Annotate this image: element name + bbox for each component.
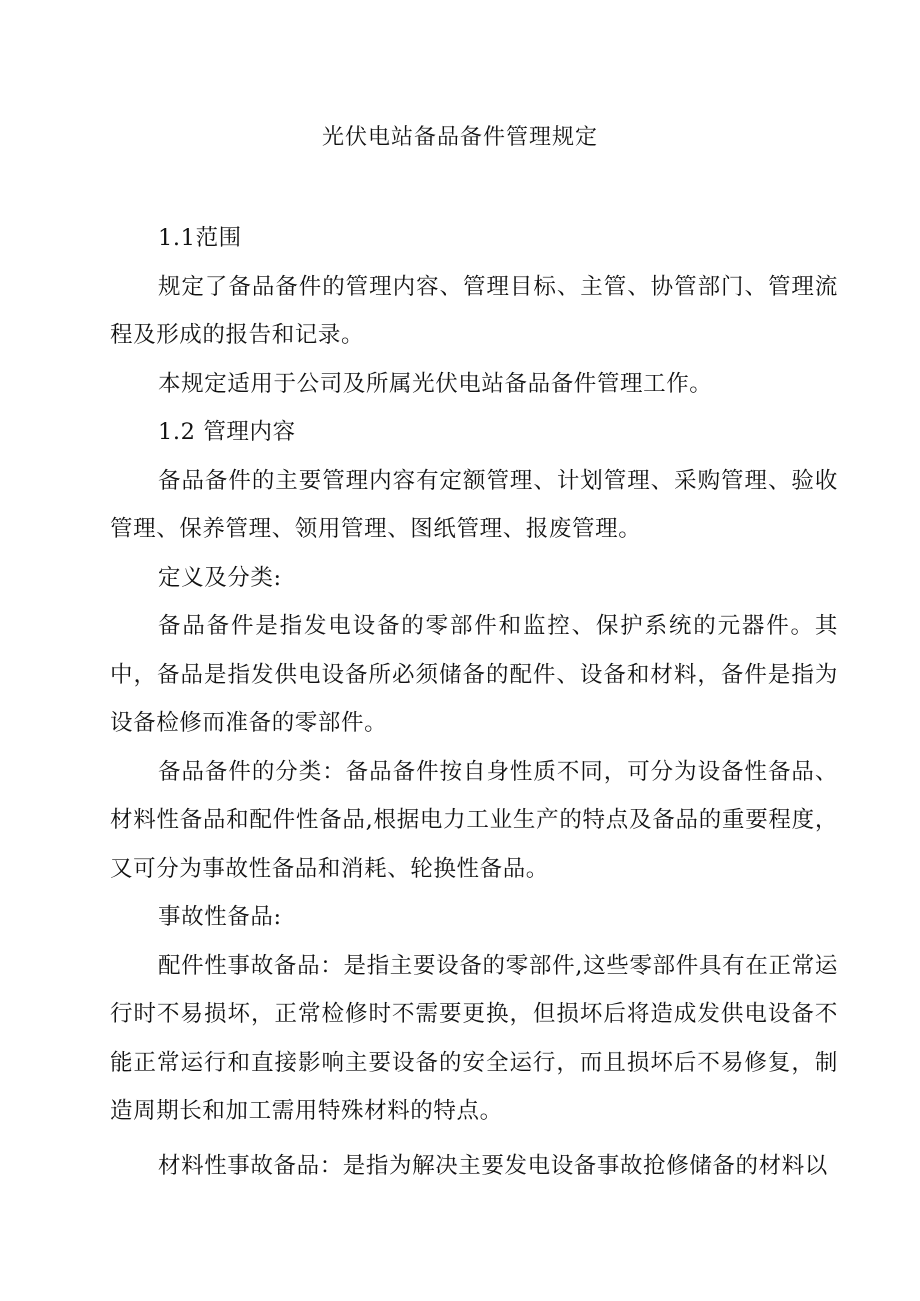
paragraph-material-accident-spares: 材料性事故备品：是指为解决主要发电设备事故抢修储备的材料以: [158, 1152, 828, 1179]
section-heading-scope: 1.1范围: [158, 225, 242, 251]
paragraph-management-items: 备品备件的主要管理内容有定额管理、计划管理、采购管理、验收管理、保养管理、领用管理、图纸管理、报废管理。: [110, 467, 838, 542]
paragraph-accident-spares-heading: 事故性备品:: [158, 904, 282, 930]
document-title: 光伏电站备品备件管理规定: [321, 125, 598, 150]
paragraph-definition: 备品备件是指发电设备的零部件和监控、保护系统的元器件。其中，备品是指发供电设备所必须储备的配件、设备和材料，备件是指为设备检修而准备的零部件。: [110, 613, 838, 736]
paragraph-classification: 备品备件的分类：备品备件按自身性质不同，可分为设备性备品、材料性备品和配件性备品,根据电力工业生产的特点及备品的重要程度，又可分为事故性备品和消耗、轮换性备品。: [110, 758, 838, 882]
paragraph-component-accident-spares: 配件性事故备品：是指主要设备的零部件,这些零部件具有在正常运行时不易损坏，正常检修时不需要更换，但损坏后将造成发供电设备不能正常运行和直接影响主要设备的安全运行，而且损坏后不易修复，制造周期长和加工需用特殊材料的特点。: [110, 952, 838, 1124]
document-body: [110, 214, 838, 1190]
section-heading-management-content: 1.2 管理内容: [158, 419, 296, 445]
paragraph-scope-description: 规定了备品备件的管理内容、管理目标、主管、协管部门、管理流程及形成的报告和记录。: [110, 273, 838, 348]
paragraph-definition-heading: 定义及分类:: [158, 564, 282, 591]
paragraph-applicability: 本规定适用于公司及所属光伏电站备品备件管理工作。: [158, 370, 713, 397]
